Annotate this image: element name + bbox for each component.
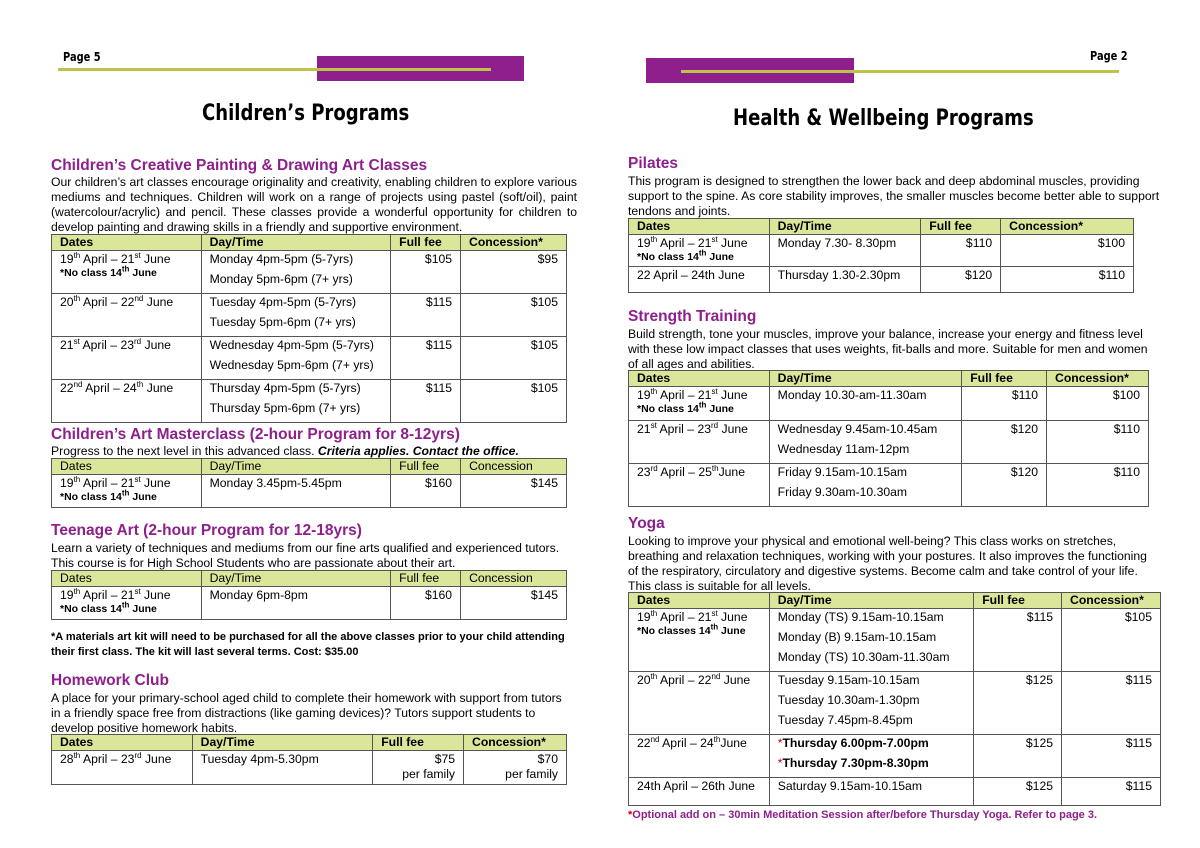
section-title-homework: Homework Club [51,672,169,689]
table-row: 19th April – 21st June *No class 14th June Monday 3.45pm-5.45pm $160 $145 [52,474,567,507]
section-desc-yoga: Looking to improve your physical and emotional well-being? This class works on stretches, breathing and relaxation techniques, working with your postures. It also improves the functioning of the respiratory, circulatory and digestive systems. Become calm and take control of your life. This class is suitable for all levels. [628,534,1147,593]
table-yoga: Dates Day/Time Full fee Concession* 19th April – 21st June *No classes 14th June Monday (TS) 9.15am-10.15am Monday (B) 9.15am-10.15am Monday (TS) 10.30am-11.30am $115 $105 20th April – 22nd June Tuesday 9.15am-10.15am Tuesday 10.30am-1.30pm Tuesday 7.45pm-8.45pm $125 $115 22nd April – 24thJune *Thursday 6.00pm-7.00pm *Thursday 7.30pm-8.30pm $125 $115 24th April – 26th June Saturday 9.15am-10.15am $125 $115 [628,592,1161,806]
section-title-pilates: Pilates [628,155,678,172]
table-row: 19th April – 21st June *No class 14th June Monday 10.30-am-11.30am $110 $100 [629,386,1149,420]
section-desc-homework: A place for your primary-school aged child to complete their homework with support from tutors in a friendly space free from distractions (like gaming devices)? Tutors support students to develop positive homework habits. [51,691,562,735]
materials-kit-note: *A materials art kit will need to be purchased for all the above classes prior to your child attending their first class. The kit will last several terms. Cost: $35.00 [51,631,565,658]
table-row: 19th April – 21st June *No class 14th June Monday 7.30- 8.30pm $110 $100 [629,234,1134,266]
section-desc-pilates: This program is designed to strengthen the lower back and deep abdominal muscles, providing support to the spine. As core stability improves, the smaller muscles become better able to support tendons and joints. [628,174,1160,218]
page-heading: Health & Wellbeing Programs [733,106,1034,131]
table-row: 28th April – 23rd June Tuesday 4pm-5.30pm $75 per family $70 per family [52,750,567,784]
col-fullfee: Full fee [391,235,461,251]
table-row: 19th April – 21st June *No class 14th June Monday 4pm-5pm (5-7yrs) Monday 5pm-6pm (7+ yrs) $105 $95 [52,250,567,293]
table-row: 20th April – 22nd June Tuesday 4pm-5pm (5-7yrs) Tuesday 5pm-6pm (7+ yrs) $115 $105 [52,293,567,336]
table-row: 19th April – 21st June *No class 14th June Monday 6pm-8pm $160 $145 [52,586,567,619]
table-row: 24th April – 26th June Saturday 9.15am-10.15am $125 $115 [629,777,1161,805]
table-teenage: Dates Day/Time Full fee Concession 19th April – 21st June *No class 14th June Monday 6pm-8pm $160 $145 [51,570,567,620]
col-dates: Dates [52,235,202,251]
section-title-yoga: Yoga [628,515,665,532]
page-heading: Children’s Programs [202,101,410,126]
section-desc-teenage: Learn a variety of techniques and mediums from our fine arts qualified and experienced tutors. This course is for High School Students who are passionate about their art. [51,541,560,570]
table-homework: Dates Day/Time Full fee Concession* 28th April – 23rd June Tuesday 4pm-5.30pm $75 per family $70 per family [51,734,567,785]
section-title-teenage: Teenage Art (2-hour Program for 12-18yrs) [51,522,362,539]
table-row: 19th April – 21st June *No classes 14th June Monday (TS) 9.15am-10.15am Monday (B) 9.15am-10.15am Monday (TS) 10.30am-11.30am $115 $105 [629,608,1161,671]
section-title-masterclass: Children’s Art Masterclass (2-hour Program for 8-12yrs) [51,426,460,443]
table-strength: Dates Day/Time Full fee Concession* 19th April – 21st June *No class 14th June Monday 10.30-am-11.30am $110 $100 21st April – 23rd June Wednesday 9.45am-10.45am Wednesday 11am-12pm $120 $110 23rd April – 25thJune Friday 9.15am-10.15am Friday 9.30am-10.30am $120 $110 [628,370,1149,507]
table-pilates: Dates Day/Time Full fee Concession* 19th April – 21st June *No class 14th June Monday 7.30- 8.30pm $110 $100 22 April – 24th June Thursday 1.30-2.30pm $120 $110 [628,218,1134,293]
section-title-strength: Strength Training [628,308,757,325]
section-desc-painting: Our children’s art classes encourage originality and creativity, enabling children to explore various mediums and techniques. Children will work on a range of projects using pastel (soft/oil), paint (watercolour/acrylic) and pencil. These classes provide a wonderful opportunity for children to develop painting and drawing skills in a friendly and supportive environment. [51,175,577,234]
table-painting [51,234,567,423]
table-row: 22nd April – 24thJune *Thursday 6.00pm-7.00pm *Thursday 7.30pm-8.30pm $125 $115 [629,734,1161,777]
section-title-painting: Children’s Creative Painting & Drawing Art Classes [51,157,428,174]
section-desc-masterclass: Progress to the next level in this advanced class. Criteria applies. Contact the office. [51,444,519,458]
meditation-footnote: *Optional add on – 30min Meditation Session after/before Thursday Yoga. Refer to page 3. [628,809,1098,821]
table-row: 22 April – 24th June Thursday 1.30-2.30pm $120 $110 [629,266,1134,292]
header-rule [58,68,491,71]
table-row: 21st April – 23rd June Wednesday 9.45am-10.45am Wednesday 11am-12pm $120 $110 [629,420,1149,463]
col-daytime: Day/Time [201,235,391,251]
table-row: 22nd April – 24th June Thursday 4pm-5pm (5-7yrs) Thursday 5pm-6pm (7+ yrs) $115 $105 [52,379,567,422]
col-concession: Concession* [461,235,567,251]
table-masterclass: Dates Day/Time Full fee Concession 19th April – 21st June *No class 14th June Monday 3.45pm-5.45pm $160 $145 [51,458,567,508]
page-number: Page 2 [1090,49,1128,63]
header-rule [681,70,1119,73]
section-desc-strength: Build strength, tone your muscles, improve your balance, increase your energy and fitness level with these low impact classes that uses weights, fit-balls and more. Suitable for men and women of all ages and abilities. [628,327,1148,371]
table-row: 21st April – 23rd June Wednesday 4pm-5pm (5-7yrs) Wednesday 5pm-6pm (7+ yrs) $115 $105 [52,336,567,379]
page-number: Page 5 [63,50,101,64]
table-row: 20th April – 22nd June Tuesday 9.15am-10.15am Tuesday 10.30am-1.30pm Tuesday 7.45pm-8.45pm $125 $115 [629,671,1161,734]
table-row: 23rd April – 25thJune Friday 9.15am-10.15am Friday 9.30am-10.30am $120 $110 [629,463,1149,506]
